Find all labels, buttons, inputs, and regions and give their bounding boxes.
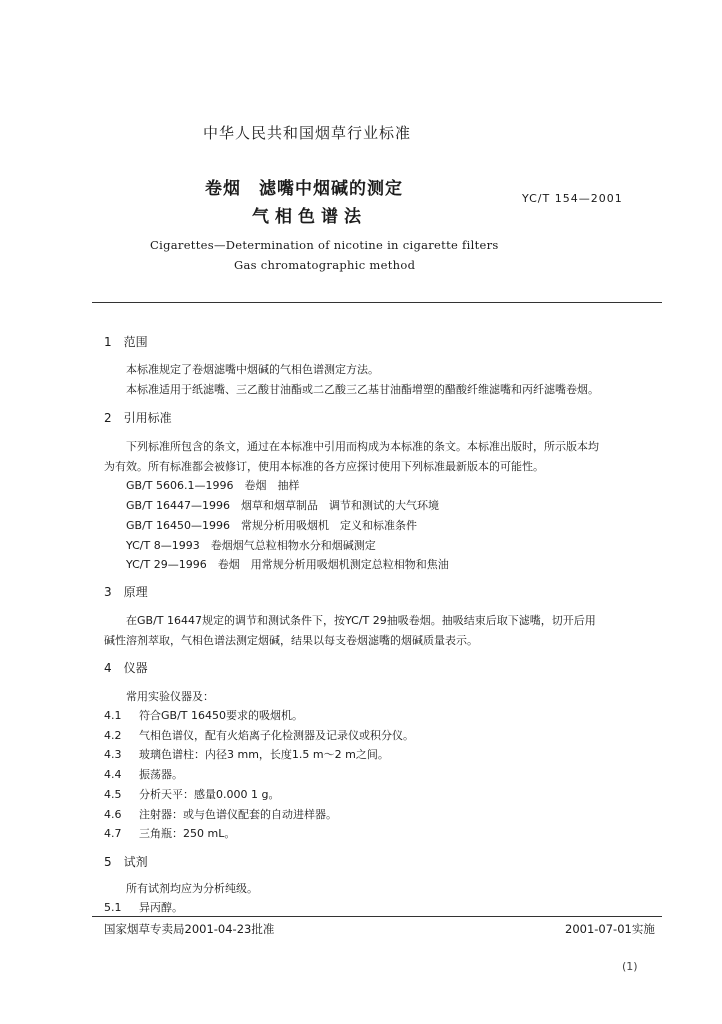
instrument-item <box>104 825 235 841</box>
item-number: 4.4 <box>104 768 122 781</box>
item-number: 4.3 <box>104 748 122 761</box>
instrument-item <box>104 707 303 723</box>
item-text: 气相色谱仪，配有火焰离子化检测器及记录仪或积分仪。 <box>139 729 414 742</box>
item-number: 5.1 <box>104 901 122 914</box>
reference-item: YC/T 8—1993 卷烟烟气总粒相物水分和烟碱测定 <box>126 539 376 552</box>
section-1-heading: 1 范围 <box>104 335 148 349</box>
section-1-line: 本标准适用于纸滤嘴、三乙酸甘油酯或二乙酸三乙基甘油酯增塑的醋酸纤维滤嘴和丙纤滤嘴卷烟。 <box>126 383 599 396</box>
reference-item: GB/T 5606.1—1996 卷烟 抽样 <box>126 479 300 492</box>
title-cn-line1: 卷烟 滤嘴中烟碱的测定 <box>205 179 403 199</box>
footer-divider <box>92 916 662 917</box>
item-text: 三角瓶：250 mL。 <box>139 827 236 840</box>
section-4-heading: 4 仪器 <box>104 661 148 675</box>
item-number: 4.5 <box>104 788 122 801</box>
reference-item: GB/T 16447—1996 烟草和烟草制品 调节和测试的大气环境 <box>126 499 439 512</box>
instrument-item <box>104 727 414 743</box>
reference-item: YC/T 29—1996 卷烟 用常规分析用吸烟机测定总粒相物和焦油 <box>126 558 449 571</box>
title-en-line2: Gas chromatographic method <box>234 258 416 272</box>
item-text: 振荡器。 <box>139 768 183 781</box>
item-text: 符合GB/T 16450要求的吸烟机。 <box>139 709 303 722</box>
item-number: 4.2 <box>104 729 122 742</box>
item-text: 玻璃色谱柱：内径3 mm，长度1.5 m～2 m之间。 <box>139 748 389 761</box>
section-1-line: 本标准规定了卷烟滤嘴中烟碱的气相色谱测定方法。 <box>126 363 379 376</box>
section-2-heading: 2 引用标准 <box>104 411 172 425</box>
page-number: (1) <box>622 960 638 973</box>
instrument-item <box>104 786 279 802</box>
item-text: 异丙醇。 <box>139 901 183 914</box>
item-number: 4.1 <box>104 709 122 722</box>
reference-item: GB/T 16450—1996 常规分析用吸烟机 定义和标准条件 <box>126 519 417 532</box>
section-4-intro: 常用实验仪器及： <box>126 690 214 703</box>
section-3-line: 在GB/T 16447规定的调节和测试条件下，按YC/T 29抽吸卷烟。抽吸结束后取下滤嘴，切开后用 <box>126 614 596 627</box>
section-2-line: 下列标准所包含的条文，通过在本标准中引用而构成为本标准的条文。本标准出版时，所示版本均 <box>126 440 599 453</box>
header-divider <box>92 302 662 303</box>
instrument-item <box>104 766 183 782</box>
title-cn-line2: 气相色谱法 <box>252 207 367 227</box>
section-5-intro: 所有试剂均应为分析纯级。 <box>126 882 258 895</box>
section-3-line: 碱性溶剂萃取，气相色谱法测定烟碱，结果以每支卷烟滤嘴的烟碱质量表示。 <box>104 634 478 647</box>
instrument-item <box>104 806 337 822</box>
section-5-heading: 5 试剂 <box>104 855 148 869</box>
item-text: 注射器：或与色谱仪配套的自动进样器。 <box>139 808 337 821</box>
item-number: 4.6 <box>104 808 122 821</box>
standard-number: YC/T 154—2001 <box>522 192 623 205</box>
title-en-line1: Cigarettes—Determination of nicotine in cigarette filters <box>150 238 499 252</box>
approval-date: 国家烟草专卖局2001-04-23批准 <box>104 922 275 936</box>
reagent-item <box>104 899 183 915</box>
section-2-line: 为有效。所有标准都会被修订，使用本标准的各方应探讨使用下列标准最新版本的可能性。 <box>104 460 544 473</box>
instrument-item <box>104 746 389 762</box>
section-3-heading: 3 原理 <box>104 585 148 599</box>
implementation-date: 2001-07-01实施 <box>565 922 655 936</box>
item-text: 分析天平：感量0.000 1 g。 <box>139 788 280 801</box>
item-number: 4.7 <box>104 827 122 840</box>
standard-org-heading: 中华人民共和国烟草行业标准 <box>203 124 412 142</box>
